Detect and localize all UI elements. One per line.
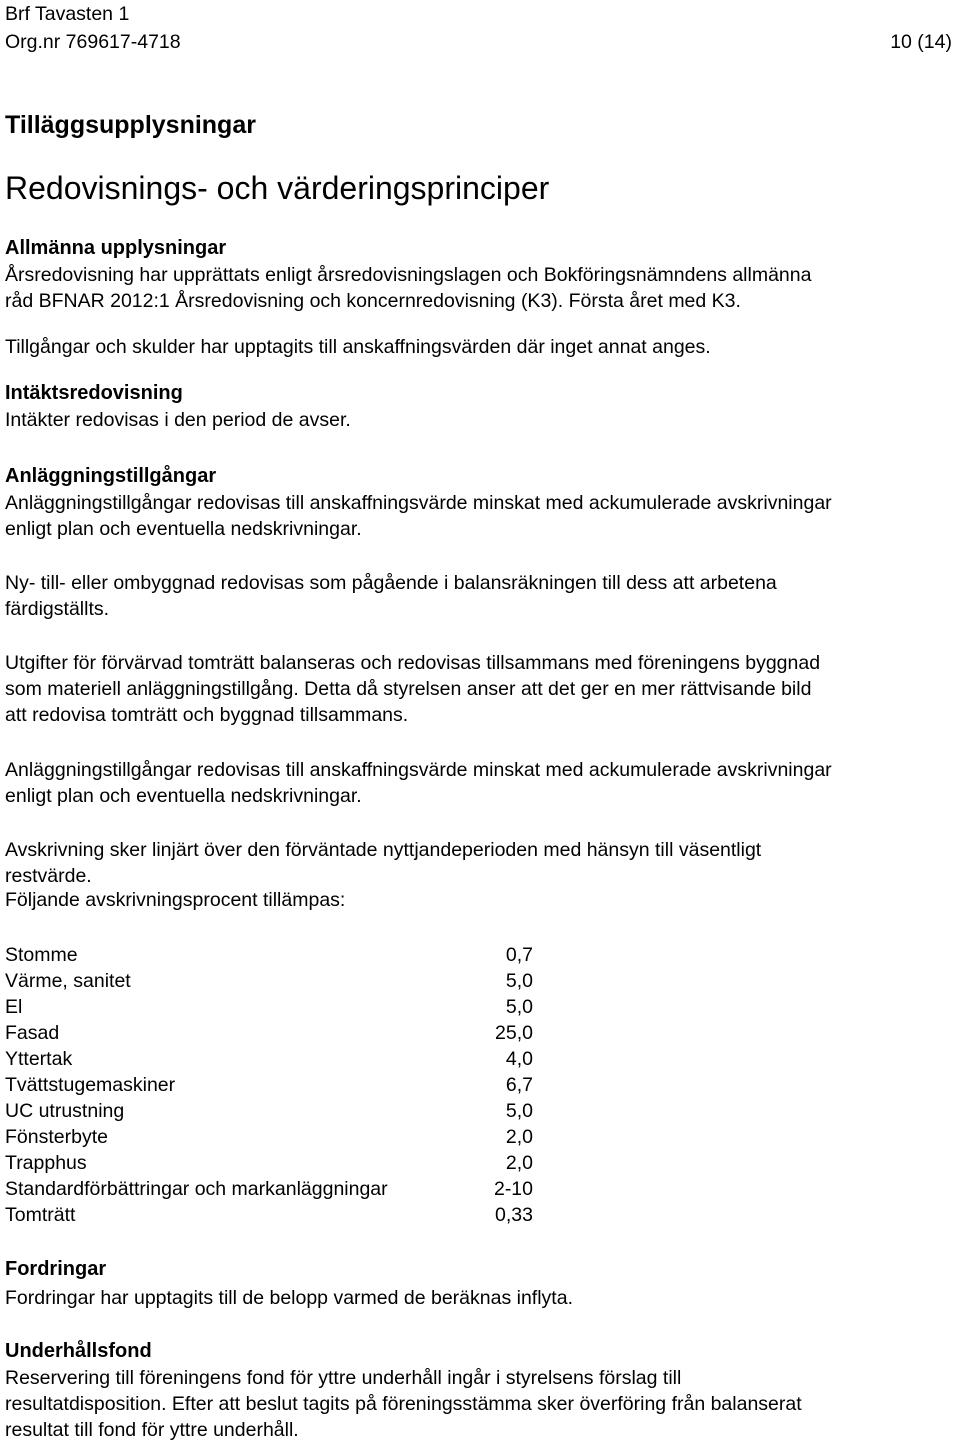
paragraph-line: Anläggningstillgångar redovisas till anskaffningsvärde minskat med ackumulerade avskrivningar (5, 492, 832, 514)
rate-value: 2-10 (493, 1178, 533, 1200)
paragraph-line: som materiell anläggningstillgång. Detta då styrelsen anser att det ger en mer rättvisande bild (5, 678, 812, 700)
rate-label: UC utrustning (5, 1100, 125, 1122)
heading-intaktsredovisning: Intäktsredovisning (5, 382, 183, 404)
paragraph-line: enligt plan och eventuella nedskrivningar. (5, 785, 362, 807)
rate-value: 2,0 (505, 1152, 533, 1174)
org-name: Brf Tavasten 1 (5, 3, 130, 25)
org-number: Org.nr 769617-4718 (5, 31, 181, 53)
page-number: 10 (14) (890, 31, 952, 53)
paragraph-line: enligt plan och eventuella nedskrivningar. (5, 518, 362, 540)
paragraph-line: Årsredovisning har upprättats enligt årsredovisningslagen och Bokföringsnämndens allmänna (5, 264, 812, 286)
rate-label: Fönsterbyte (5, 1126, 108, 1148)
rate-label: Tvättstugemaskiner (5, 1074, 176, 1096)
rate-value: 6,7 (505, 1074, 533, 1096)
rate-value: 25,0 (495, 1022, 533, 1044)
heading-fordringar: Fordringar (5, 1258, 107, 1280)
section-title: Redovisnings- och värderingsprinciper (5, 170, 550, 206)
rate-label: Yttertak (5, 1048, 73, 1070)
heading-underhallsfond: Underhållsfond (5, 1340, 152, 1362)
rate-value: 0,7 (505, 944, 533, 966)
paragraph-line: Ny- till- eller ombyggnad redovisas som pågående i balansräkningen till dess att arbetena (5, 572, 777, 594)
paragraph-line: Följande avskrivningsprocent tillämpas: (5, 889, 346, 911)
heading-allmanna-upplysningar: Allmänna upplysningar (5, 237, 227, 259)
heading-anlaggningstillgangar: Anläggningstillgångar (5, 465, 217, 487)
rate-label: Fasad (5, 1022, 60, 1044)
rate-value: 5,0 (505, 996, 533, 1018)
paragraph-line: resultat till fond för yttre underhåll. (5, 1419, 299, 1441)
paragraph-line: att redovisa tomträtt och byggnad tillsammans. (5, 704, 409, 726)
main-title: Tilläggsupplysningar (5, 111, 256, 139)
rate-value: 5,0 (505, 1100, 533, 1122)
paragraph-line: Anläggningstillgångar redovisas till anskaffningsvärde minskat med ackumulerade avskrivningar (5, 759, 832, 781)
rate-label: Stomme (5, 944, 78, 966)
rate-value: 0,33 (495, 1204, 533, 1226)
paragraph-line: Tillgångar och skulder har upptagits till anskaffningsvärden där inget annat anges. (5, 336, 711, 358)
paragraph-line: Avskrivning sker linjärt över den förväntade nyttjandeperioden med hänsyn till väsentligt (5, 839, 762, 861)
rate-value: 2,0 (505, 1126, 533, 1148)
rate-label: Trapphus (5, 1152, 87, 1174)
rate-label: Tomträtt (5, 1204, 76, 1226)
paragraph-line: Fordringar har upptagits till de belopp varmed de beräknas inflyta. (5, 1287, 573, 1309)
paragraph-line: färdigställts. (5, 598, 110, 620)
rate-label: El (5, 996, 23, 1018)
paragraph-line: Intäkter redovisas i den period de avser. (5, 409, 351, 431)
rate-label: Värme, sanitet (5, 970, 131, 992)
rate-value: 4,0 (505, 1048, 533, 1070)
paragraph-line: Reservering till föreningens fond för yttre underhåll ingår i styrelsens förslag till (5, 1367, 682, 1389)
paragraph-line: Utgifter för förvärvad tomträtt balanseras och redovisas tillsammans med föreningens byggnad (5, 652, 821, 674)
paragraph-line: restvärde. (5, 865, 92, 887)
rate-value: 5,0 (505, 970, 533, 992)
rate-label: Standardförbättringar och markanläggningar (5, 1178, 388, 1200)
paragraph-line: råd BFNAR 2012:1 Årsredovisning och koncernredovisning (K3). Första året med K3. (5, 290, 741, 312)
paragraph-line: resultatdisposition. Efter att beslut tagits på föreningsstämma sker överföring från balanserat (5, 1393, 802, 1415)
